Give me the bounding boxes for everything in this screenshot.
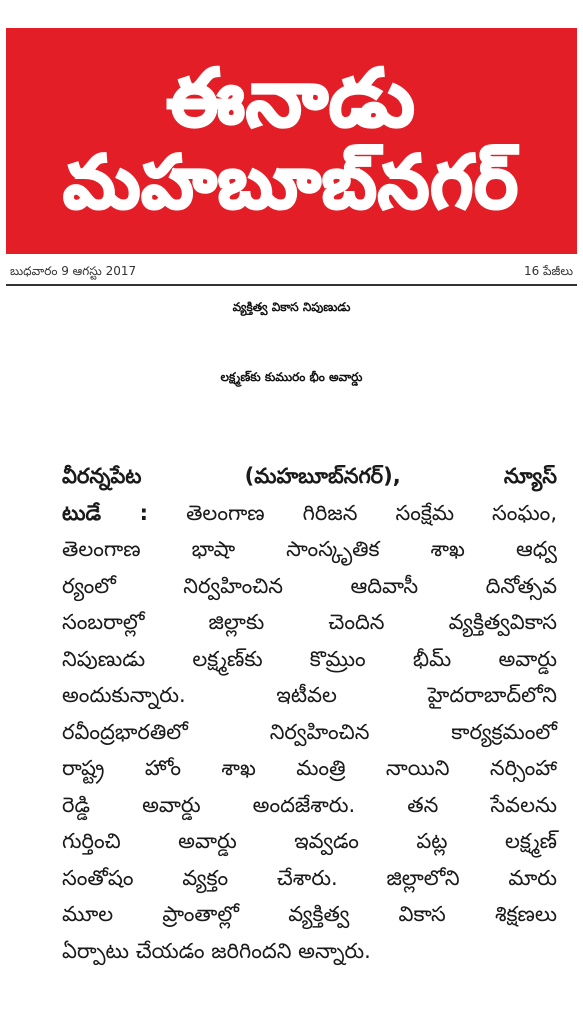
article-line: సంబరాల్లో జిల్లాకు చెందిన వ్యక్తిత్వవికాస	[62, 610, 557, 634]
newspaper-masthead	[6, 28, 577, 254]
article-line: రెడ్డి అవార్డు అందజేశారు. తన సేవలను	[62, 792, 557, 817]
issue-date: బుధవారం 9 ఆగస్టు 2017	[10, 264, 137, 278]
article-body	[62, 458, 557, 969]
page-count: 16 పేజీలు	[523, 264, 573, 278]
dateline-bar	[6, 262, 577, 284]
article-line: గుర్తించి అవార్డు ఇవ్వడం పట్ల లక్ష్మణ్	[62, 829, 557, 853]
article-line: నిపుణుడు లక్ష్మణ్‌కు కొమ్రుం భీమ్ అవార్డు	[62, 646, 557, 671]
article-line: మూల ప్రాంతాల్లో వ్యక్తిత్వ వికాస శిక్షణలు	[62, 902, 557, 926]
article-line: వీరన్నపేట (మహబూబ్‌నగర్), న్యూస్	[62, 464, 557, 488]
headline-line-2: లక్ష్మణ్‌కు కుమురం భీం అవార్డు	[220, 370, 363, 384]
article-line: రాష్ట్ర హోం శాఖ మంత్రి నాయిని నర్సింహా	[62, 756, 557, 780]
article-line: రవీంద్రభారతిలో నిర్వహించిన కార్యక్రమంలో	[62, 719, 557, 744]
article-line: అందుకున్నారు. ఇటీవల హైదరాబాద్‌లోని	[62, 683, 557, 707]
masthead-edition: మహబూబ్‌నగర్	[63, 140, 520, 224]
article-line: ఏర్పాటు చేయడం జరిగిందని అన్నారు.	[62, 938, 371, 963]
article-line: ర్యంలో నిర్వహించిన ఆదివాసీ దినోత్సవ	[62, 573, 557, 598]
divider	[6, 284, 577, 286]
headline-line-1: వ్యక్తిత్వ వికాస నిపుణుడు	[232, 300, 351, 314]
article-line: తెలంగాణ భాషా సాంస్కృతిక శాఖ ఆధ్వ	[62, 537, 557, 561]
article-dateline-end: టుడే :	[62, 500, 149, 525]
article-line: టుడే : తెలంగాణ గిరిజన సంక్షేమ సంఘం,	[62, 500, 557, 525]
article-line: సంతోషం వ్యక్తం చేశారు. జిల్లాలోని మారు	[62, 865, 557, 890]
masthead-title: ఈనాడు	[166, 54, 417, 144]
